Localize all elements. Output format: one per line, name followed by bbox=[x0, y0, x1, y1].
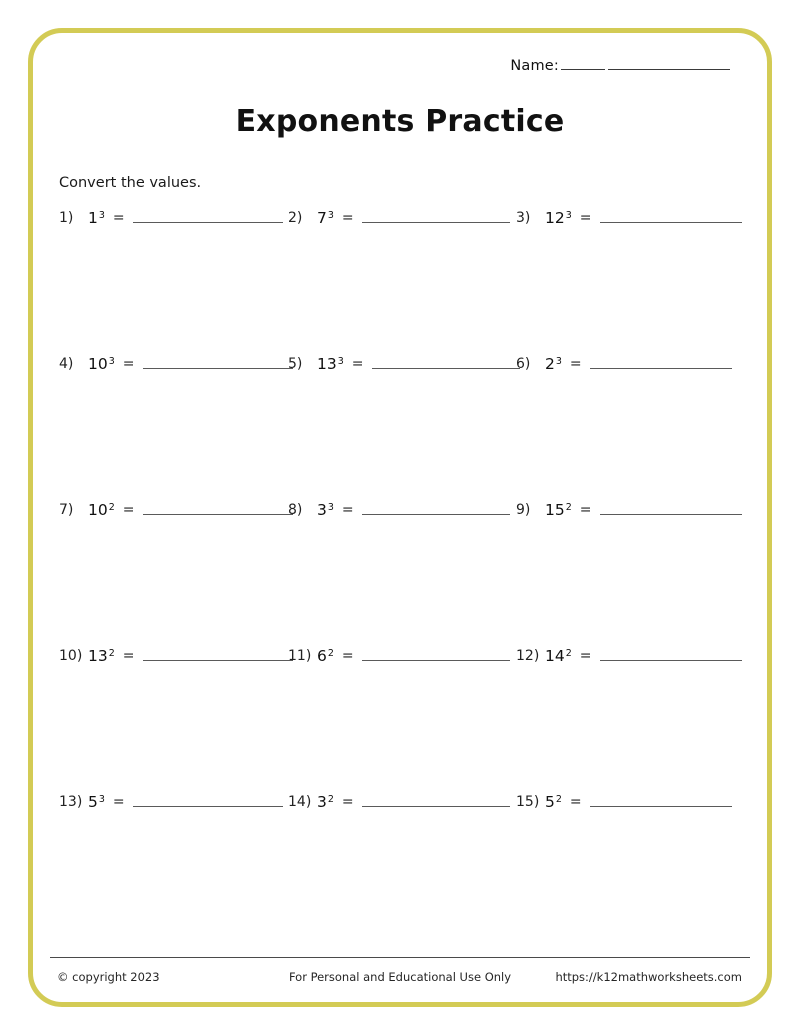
problem-exponent: 3 bbox=[327, 502, 334, 513]
problem-item-14 bbox=[288, 792, 510, 810]
answer-blank-5[interactable] bbox=[372, 368, 520, 369]
problem-base: 5 bbox=[88, 793, 98, 812]
answer-blank-12[interactable] bbox=[600, 660, 742, 661]
problem-item-2 bbox=[288, 208, 510, 226]
answer-blank-11[interactable] bbox=[362, 660, 510, 661]
answer-blank-9[interactable] bbox=[600, 514, 742, 515]
problem-number: 10) bbox=[59, 648, 83, 665]
problem-base: 6 bbox=[317, 647, 327, 666]
footer bbox=[50, 970, 750, 990]
problem-item-7 bbox=[59, 500, 293, 518]
equals-sign: = bbox=[341, 502, 354, 519]
problem-base: 2 bbox=[545, 355, 555, 374]
problem-item-11 bbox=[288, 646, 510, 664]
problem-base: 3 bbox=[317, 793, 327, 812]
name-field[interactable] bbox=[510, 58, 730, 74]
problem-item-8 bbox=[288, 500, 510, 518]
answer-blank-1[interactable] bbox=[133, 222, 283, 223]
problem-item-13 bbox=[59, 792, 283, 810]
name-write-line-segment-1[interactable] bbox=[561, 69, 605, 70]
problem-item-5 bbox=[288, 354, 520, 372]
problem-exponent: 2 bbox=[108, 648, 115, 659]
problem-number: 8) bbox=[288, 502, 303, 519]
problem-number: 2) bbox=[288, 210, 303, 227]
answer-blank-2[interactable] bbox=[362, 222, 510, 223]
problem-number: 7) bbox=[59, 502, 74, 519]
problem-exponent: 2 bbox=[327, 794, 334, 805]
equals-sign: = bbox=[341, 210, 354, 227]
problem-number: 12) bbox=[516, 648, 540, 665]
problem-item-9 bbox=[516, 500, 742, 518]
problem-number: 3) bbox=[516, 210, 531, 227]
equals-sign: = bbox=[351, 356, 364, 373]
problem-item-6 bbox=[516, 354, 732, 372]
problem-base: 5 bbox=[545, 793, 555, 812]
answer-blank-8[interactable] bbox=[362, 514, 510, 515]
problem-expression bbox=[317, 209, 333, 227]
problem-expression bbox=[88, 209, 104, 227]
name-write-line-segment-2[interactable] bbox=[608, 69, 730, 70]
problem-number: 15) bbox=[516, 794, 540, 811]
equals-sign: = bbox=[341, 648, 354, 665]
equals-sign: = bbox=[579, 648, 592, 665]
page-title: Exponents Practice bbox=[235, 104, 565, 139]
problem-base: 14 bbox=[545, 647, 565, 666]
problem-exponent: 3 bbox=[337, 356, 344, 367]
equals-sign: = bbox=[341, 794, 354, 811]
problem-base: 15 bbox=[545, 501, 565, 520]
name-label: Name: bbox=[510, 58, 559, 74]
problem-base: 13 bbox=[317, 355, 337, 374]
answer-blank-7[interactable] bbox=[143, 514, 293, 515]
problem-expression bbox=[88, 501, 114, 519]
equals-sign: = bbox=[112, 794, 125, 811]
footer-usage-notice: For Personal and Educational Use Only bbox=[288, 970, 512, 984]
problem-base: 10 bbox=[88, 355, 108, 374]
problem-expression bbox=[545, 647, 571, 665]
problem-expression bbox=[545, 501, 571, 519]
problem-exponent: 3 bbox=[108, 356, 115, 367]
problem-base: 1 bbox=[88, 209, 98, 228]
problem-item-10 bbox=[59, 646, 293, 664]
problem-item-3 bbox=[516, 208, 742, 226]
footer-copyright: © copyright 2023 bbox=[57, 970, 160, 984]
equals-sign: = bbox=[122, 648, 135, 665]
problem-number: 5) bbox=[288, 356, 303, 373]
problem-expression bbox=[545, 355, 561, 373]
problem-base: 3 bbox=[317, 501, 327, 520]
answer-blank-4[interactable] bbox=[143, 368, 293, 369]
problem-number: 13) bbox=[59, 794, 83, 811]
problem-exponent: 2 bbox=[327, 648, 334, 659]
problem-item-15 bbox=[516, 792, 732, 810]
problem-exponent: 3 bbox=[98, 794, 105, 805]
problem-expression bbox=[317, 355, 343, 373]
footer-divider bbox=[50, 957, 750, 958]
problem-number: 4) bbox=[59, 356, 74, 373]
problem-exponent: 2 bbox=[565, 648, 572, 659]
problem-number: 6) bbox=[516, 356, 531, 373]
problem-exponent: 2 bbox=[555, 794, 562, 805]
problem-exponent: 3 bbox=[565, 210, 572, 221]
problem-item-12 bbox=[516, 646, 742, 664]
problem-base: 7 bbox=[317, 209, 327, 228]
problem-number: 11) bbox=[288, 648, 312, 665]
equals-sign: = bbox=[112, 210, 125, 227]
answer-blank-13[interactable] bbox=[133, 806, 283, 807]
problem-exponent: 3 bbox=[555, 356, 562, 367]
instruction-text: Convert the values. bbox=[59, 175, 202, 191]
problem-expression bbox=[88, 355, 114, 373]
answer-blank-10[interactable] bbox=[143, 660, 293, 661]
answer-blank-3[interactable] bbox=[600, 222, 742, 223]
problem-expression bbox=[545, 793, 561, 811]
answer-blank-14[interactable] bbox=[362, 806, 510, 807]
problem-exponent: 3 bbox=[98, 210, 105, 221]
problem-number: 9) bbox=[516, 502, 531, 519]
equals-sign: = bbox=[579, 210, 592, 227]
problem-number: 1) bbox=[59, 210, 74, 227]
equals-sign: = bbox=[569, 356, 582, 373]
answer-blank-15[interactable] bbox=[590, 806, 732, 807]
problem-expression bbox=[317, 647, 333, 665]
equals-sign: = bbox=[569, 794, 582, 811]
problem-exponent: 2 bbox=[565, 502, 572, 513]
problem-number: 14) bbox=[288, 794, 312, 811]
problem-item-4 bbox=[59, 354, 293, 372]
problem-expression bbox=[317, 793, 333, 811]
problem-exponent: 3 bbox=[327, 210, 334, 221]
answer-blank-6[interactable] bbox=[590, 368, 732, 369]
problem-expression bbox=[545, 209, 571, 227]
problem-base: 10 bbox=[88, 501, 108, 520]
problem-base: 12 bbox=[545, 209, 565, 228]
problem-expression bbox=[88, 793, 104, 811]
equals-sign: = bbox=[122, 502, 135, 519]
problem-exponent: 2 bbox=[108, 502, 115, 513]
footer-url: https://k12mathworksheets.com bbox=[555, 970, 742, 984]
problem-item-1 bbox=[59, 208, 283, 226]
problem-base: 13 bbox=[88, 647, 108, 666]
problem-expression bbox=[88, 647, 114, 665]
equals-sign: = bbox=[122, 356, 135, 373]
problem-expression bbox=[317, 501, 333, 519]
equals-sign: = bbox=[579, 502, 592, 519]
